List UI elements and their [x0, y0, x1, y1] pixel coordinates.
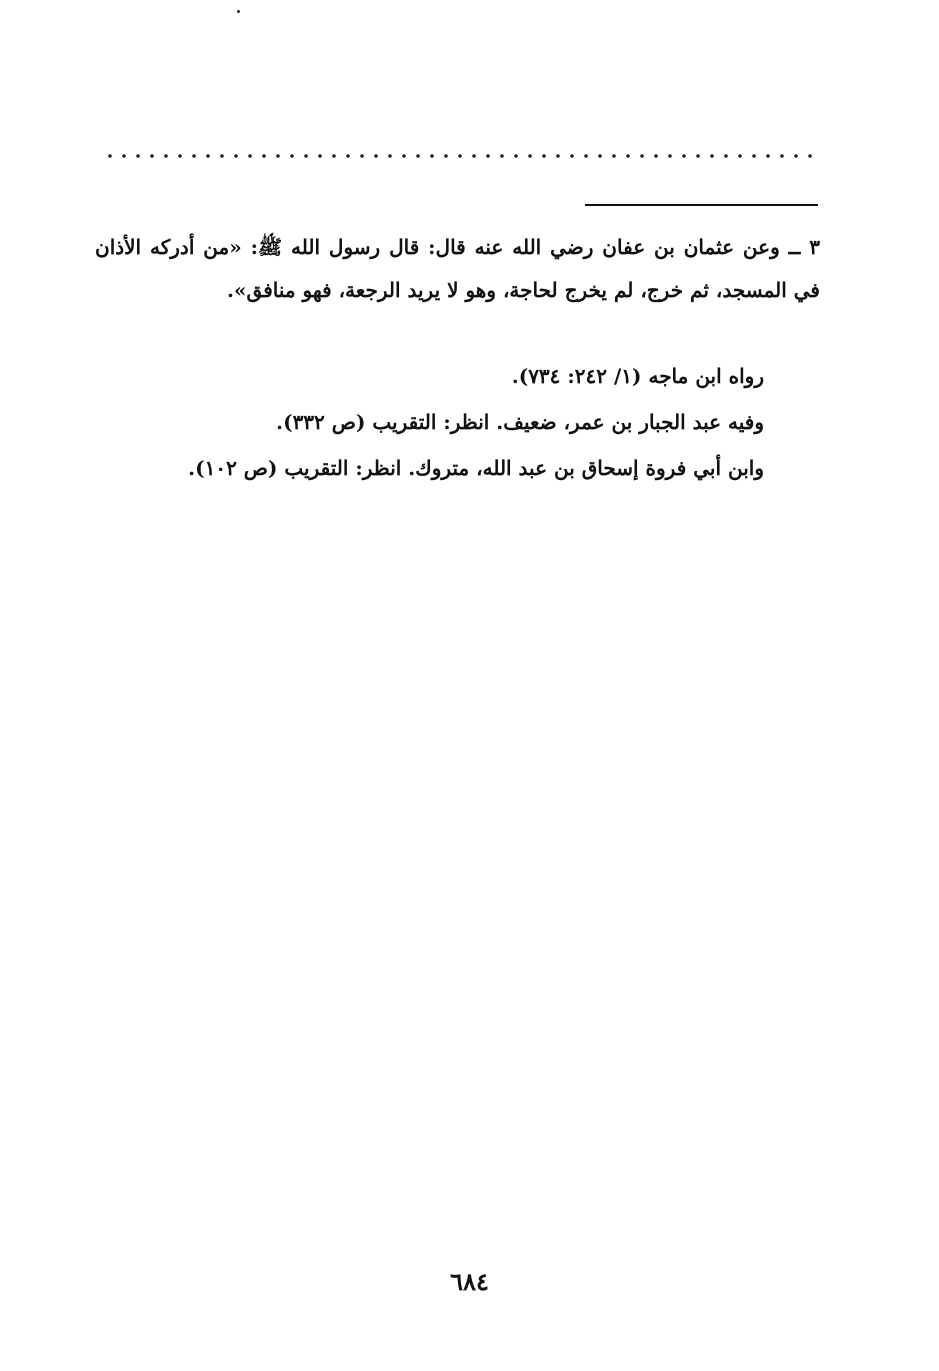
reference-line-ibn-majah: رواه ابن ماجه (١/ ٢٤٢: ٧٣٤). [511, 364, 764, 388]
page-number: ٦٨٤ [450, 1267, 489, 1296]
reference-line-ibn-abi-farwa: وابن أبي فروة إسحاق بن عبد الله، متروك. انظر: التقريب (ص ١٠٢). [188, 456, 764, 480]
reference-line-abd-al-jabbar: وفيه عبد الجبار بن عمر، ضعيف. انظر: التقريب (ص ٣٣٢). [276, 410, 764, 434]
footnote-rule [585, 204, 818, 206]
scan-speck [237, 10, 240, 13]
dotted-separator [103, 150, 818, 162]
hadith-text: ٣ ــ وعن عثمان بن عفان رضي الله عنه قال: قال رسول الله ﷺ: «من أدركه الأذان في المسجد، ثم خرج، لم يخرج لحاجة، وهو لا يريد الرجعة، فهو منافق». [95, 235, 820, 302]
hadith-block [95, 226, 820, 312]
